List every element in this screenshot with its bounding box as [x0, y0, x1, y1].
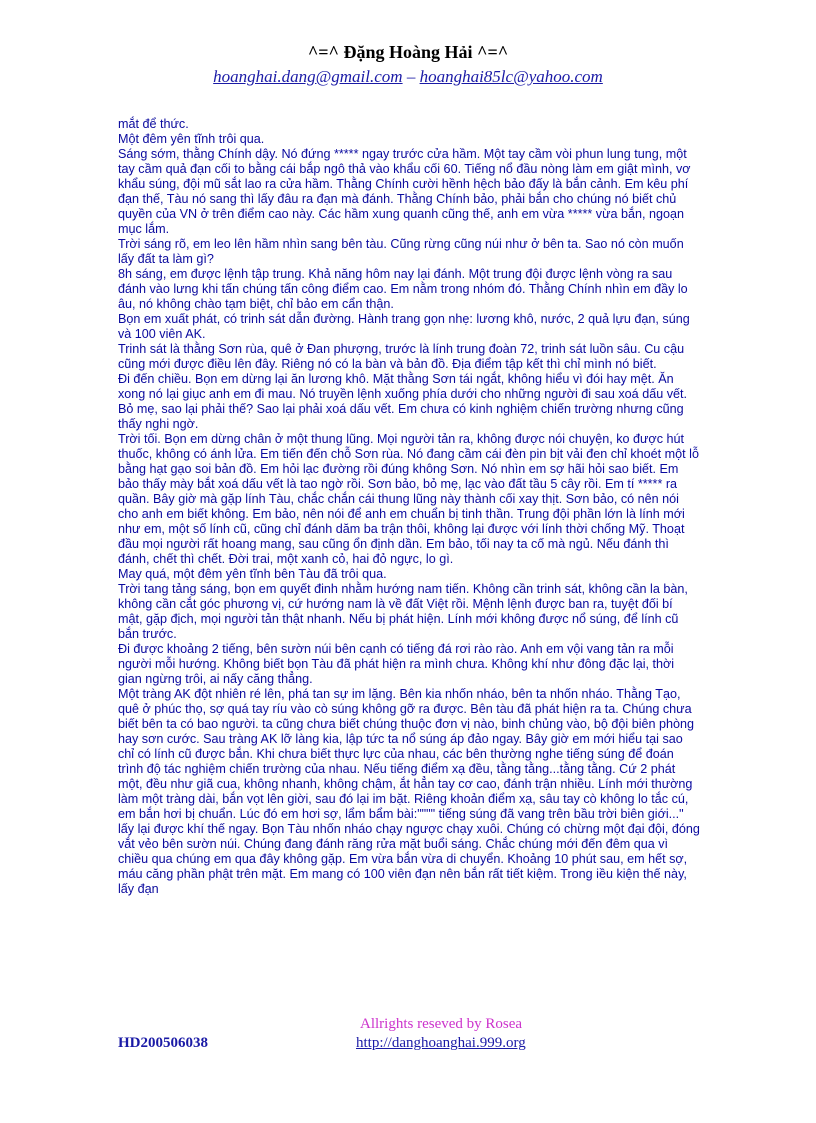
gmail-link[interactable]: hoanghai.dang@gmail.com — [213, 67, 403, 86]
author-contacts — [0, 66, 816, 88]
paragraph: Đi được khoảng 2 tiếng, bên sườn núi bên cạnh có tiếng đá rơi rào rào. Anh em vội vang tản ra mỗi người mỗi hướng. Không biết bọn Tàu đã phát hiện ra mình chưa. Không khí như đông đặc lại, thời gian ngừng trôi, ai nấy căng thẳng. — [118, 642, 675, 686]
story-body — [118, 117, 700, 897]
paragraph: Một đêm yên tĩnh trôi qua. — [118, 132, 265, 146]
paragraph: Trời tang tảng sáng, bọn em quyết đinh nhằm hướng nam tiến. Không cần trinh sát, không cần la bàn, không cần cắt góc phương vị, cứ hướng nam là về đất Việt rồi. Mệnh lệnh được ban ra, tuyệt đối bí mật, gặp địch, mọi người tản thật nhanh. Nếu bị phát hiện. Lính mới không được nổ súng, để lính cũ bắn trước. — [118, 582, 688, 641]
paragraph: Bọn em xuất phát, có trinh sát dẫn đường. Hành trang gọn nhẹ: lương khô, nước, 2 quả lựu đạn, súng và 100 viên AK. — [118, 312, 690, 341]
website-link[interactable]: http://danghoanghai.999.org — [356, 1035, 526, 1051]
paragraph: May quá, một đêm yên tĩnh bên Tàu đã trôi qua. — [118, 567, 387, 581]
author-title: ^=^ Đặng Hoàng Hải ^=^ — [307, 42, 509, 62]
paragraph: Trời tối. Bọn em dừng chân ở một thung lũng. Mọi người tản ra, không được nói chuyện, ko được hút thuốc, không có ánh lửa. Em tiến đến chỗ Sơn rùa. Nó đang cầm cái đèn pin bịt vải đen chỉ khoét một lỗ bằng hạt gạo soi bản đồ. Em hỏi lạc đường rồi đúng không Sơn. Nó nhìn em sợ hãi hỏi sao biết. Em bảo thấy mày bắt xoá dấu vết là tao ngờ rồi. Sơn bảo, bỏ mẹ, lạc vào đất tầu 5 cây rồi. Em tí ***** ra quần. Bây giờ mà gặp lính Tàu, chắc chắn cái thung lũng này thành cối xay thịt. Sơn bảo, có nên nói cho anh em biết không. Em bảo, nên nói để anh em chuẩn bị tinh thần. Trung đội phần lớn là lính mới như em, một số lính cũ, cũng chỉ đánh dăm ba trận thôi, không lại được với lính thời chống Mỹ. Thoạt đầu mọi người rất hoang mang, sau cũng ổn định dần. Em bảo, tối nay ta cố mà ngủ. Nếu đánh thì đánh, chết thì chết. Đời trai, một xanh cỏ, hai đỏ ngực, lo gì. — [118, 432, 699, 566]
paragraph: Đi đến chiều. Bọn em dừng lại ăn lương khô. Mặt thằng Sơn tái ngắt, không hiểu vì đói hay mệt. Ăn xong nó lại giục anh em đi mau. Nó truyền lệnh xuống phía dưới cho những người đi sau xoá dấu vết. Bỏ mẹ, sao lại phải thế? Sao lại phải xoá dấu vết. Em chưa có kinh nghiệm chiến trường nhưng cũng thấy nghi ngờ. — [118, 372, 688, 431]
page-header — [0, 40, 816, 88]
paragraph: Trinh sát là thằng Sơn rùa, quê ở Đan phượng, trước là lính trung đoàn 72, trinh sát luồn sâu. Cu cậu cũng mới được điều lên đây. Riêng nó có la bàn và bản đồ. Địa điểm tập kết thì chỉ mình nó biết. — [118, 342, 685, 371]
paragraph: Một tràng AK đột nhiên ré lên, phá tan sự im lặng. Bên kia nhốn nháo, bên ta nhốn nháo. Thằng Tạo, quê ở phúc thọ, sợ quá tay ríu vào cò súng không gỡ ra được. Bên tàu đã phát hiện ra ta. Chúng chưa biết bên ta có bao người. ta cũng chưa biết chúng thuộc đơn vị nào, binh chủng vào, bộ đội biên phòng hay sơn cước. Sau tràng AK lỡ làng kia, lập tức ta nổ súng áp đảo ngay. Bây giờ em mới hiểu tại sao chỉ có lính cũ được bắn. Khi chưa biết thực lực của nhau, các bên thường nghe tiếng súng để đoán trình độ tác nghiệm chiến trường của nhau. Nếu tiếng điểm xạ đều, tằng tằng...tằng tằng. Cứ 2 phát một, đều như giã cua, không nhanh, không chậm, ắt hẳn tay cơ cao, đánh trận nhiều. Lính mới thường làm một tràng dài, bắn vọt lên giời, sau đó lại im bặt. Riêng khoản điểm xạ, sâu tay cò không lo tắc cú, em bắn hơi bị chuẩn. Lúc đó em hơi sợ, lẩm bẩm bài:"""" tiếng súng đã vang trên bầu trời biên giới..." lấy lại được khí thế ngay. Bọn Tàu nhốn nháo chạy ngược chạy xuôi. Chúng có chừng một đại đội, đóng vắt vẻo bên sườn núi. Chúng đang đánh răng rửa mặt buổi sáng. Chắc chúng mới đến đêm qua vì chiều qua chúng em qua đây không gặp. Em vừa bắn vừa di chuyển. Khoảng 10 phút sau, em hết sợ, máu căng phần phật trên mặt. Em mang có 100 viên đạn nên bắn rất tiết kiệm. Trong iều kiện thế này, lấy đạn — [118, 687, 700, 896]
copyright-notice: Allrights reseved by Rosea — [360, 1016, 523, 1032]
paragraph: mắt để thức. — [118, 117, 189, 131]
paragraph: 8h sáng, em được lệnh tập trung. Khả năng hôm nay lại đánh. Một trung đội được lệnh vòng ra sau đánh vào lưng khi tấn chúng tấn công điểm cao. Em nằm trong nhóm đó. Thằng Chính nhìn em đầy lo âu, nó không chào tạm biệt, chỉ bảo em cẩn thận. — [118, 267, 688, 311]
document-code: HD200506038 — [118, 1035, 208, 1051]
paragraph: Trời sáng rõ, em leo lên hầm nhìn sang bên tàu. Cũng rừng cũng núi như ở bên ta. Sao nó còn muốn lấy đất ta làm gì? — [118, 237, 684, 266]
paragraph: Sáng sớm, thằng Chính dậy. Nó đứng ***** ngay trước cửa hầm. Một tay cầm vòi phun lung tung, một tay cầm quả đạn cối to bằng cái bắp ngô thả vào khẩu cối 60. Tiếng nổ đầu nòng làm em giật mình, vơ khẩu súng, đội mũ sắt lao ra cửa hầm. Thằng Chính cười hềnh hệch bảo đấy là bắn cảnh. Em kêu phí đạn thế, Tàu nó sang thì lấy đâu ra đạn mà đánh. Thằng Chính bảo, phải bắn cho chúng nó biết chủ quyền của VN ở trên điểm cao này. Các hầm xung quanh cũng thế, anh em vừa ***** vừa bắn, ngoạn mục lắm. — [118, 147, 691, 236]
email-separator: – — [402, 67, 420, 86]
yahoo-link[interactable]: hoanghai85lc@yahoo.com — [419, 67, 603, 86]
